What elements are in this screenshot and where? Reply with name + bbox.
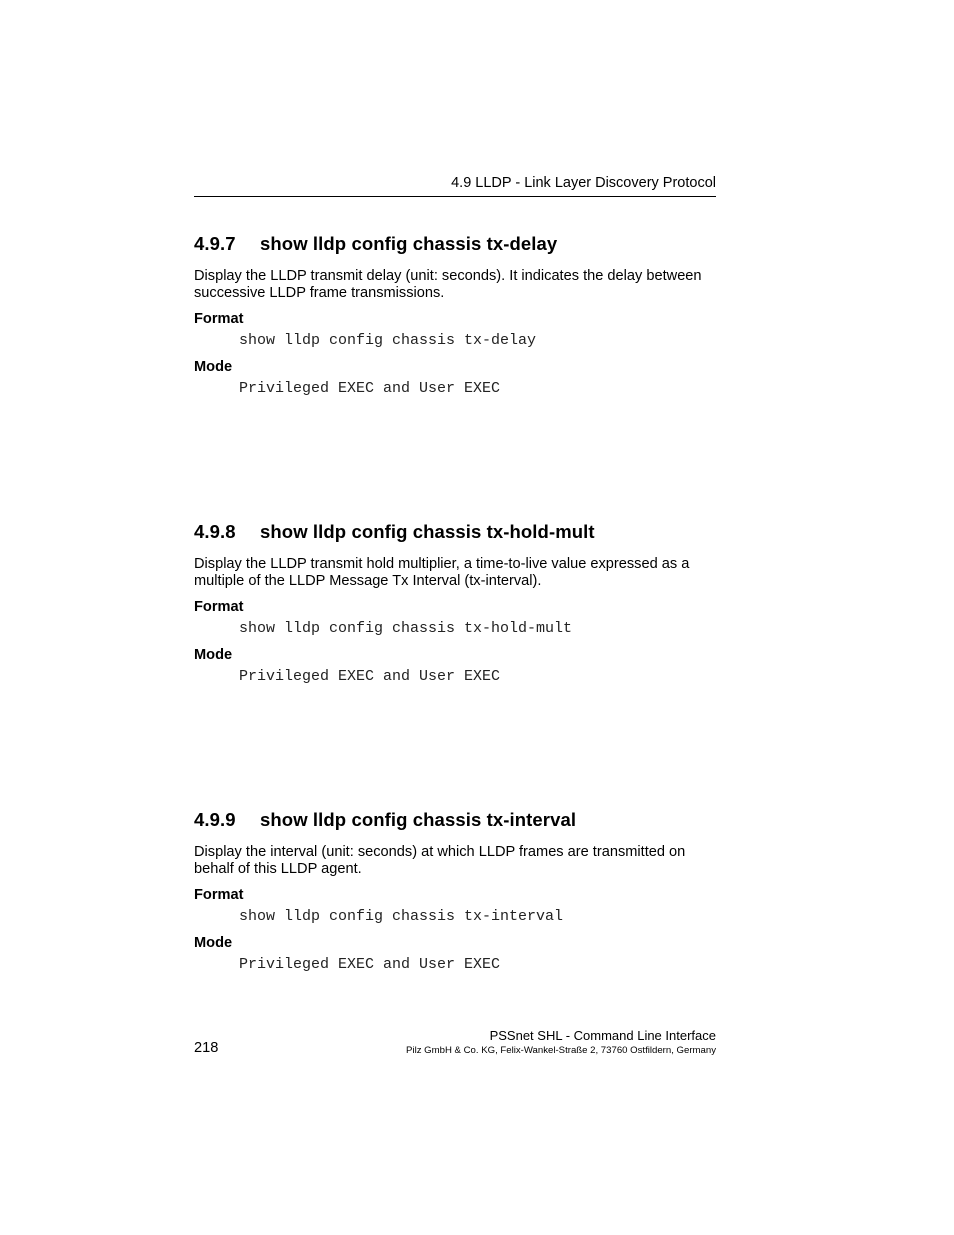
mode-label: Mode — [194, 647, 233, 663]
section-4-9-8 — [194, 521, 724, 686]
section-title: show lldp config chassis tx-interval — [260, 809, 577, 830]
section-description: Display the LLDP transmit delay (unit: seconds). It indicates the delay between successive LLDP frame transmissions. — [194, 268, 702, 301]
format-label: Format — [194, 599, 244, 615]
section-number: 4.9.8 — [194, 521, 236, 542]
section-number: 4.9.9 — [194, 809, 236, 830]
section-number: 4.9.7 — [194, 233, 236, 254]
section-heading — [194, 233, 724, 255]
page-number: 218 — [194, 1040, 219, 1056]
format-label: Format — [194, 311, 244, 327]
format-code: show lldp config chassis tx-hold-mult — [239, 620, 573, 637]
format-code: show lldp config chassis tx-interval — [239, 908, 564, 925]
footer-doc-title: PSSnet SHL - Command Line Interface — [489, 1028, 716, 1043]
section-heading — [194, 521, 724, 543]
mode-label: Mode — [194, 935, 233, 951]
footer-address: Pilz GmbH & Co. KG, Felix-Wankel-Straße 2, 73760 Ostfildern, Germany — [406, 1045, 716, 1056]
mode-code: Privileged EXEC and User EXEC — [239, 668, 501, 685]
header-rule — [194, 196, 716, 197]
running-header: 4.9 LLDP - Link Layer Discovery Protocol — [451, 175, 716, 191]
section-4-9-7 — [194, 233, 724, 398]
mode-code: Privileged EXEC and User EXEC — [239, 380, 501, 397]
format-code: show lldp config chassis tx-delay — [239, 332, 537, 349]
section-description: Display the LLDP transmit hold multiplier, a time-to-live value expressed as a multiple of the LLDP Message Tx Interval (tx-interval). — [194, 556, 690, 589]
section-title: show lldp config chassis tx-delay — [260, 233, 558, 254]
section-description: Display the interval (unit: seconds) at which LLDP frames are transmitted on behalf of this LLDP agent. — [194, 844, 686, 877]
section-heading — [194, 809, 724, 831]
section-4-9-9 — [194, 809, 724, 974]
mode-code: Privileged EXEC and User EXEC — [239, 956, 501, 973]
mode-label: Mode — [194, 359, 233, 375]
section-title: show lldp config chassis tx-hold-mult — [260, 521, 595, 542]
footer-info — [380, 1028, 716, 1057]
format-label: Format — [194, 887, 244, 903]
